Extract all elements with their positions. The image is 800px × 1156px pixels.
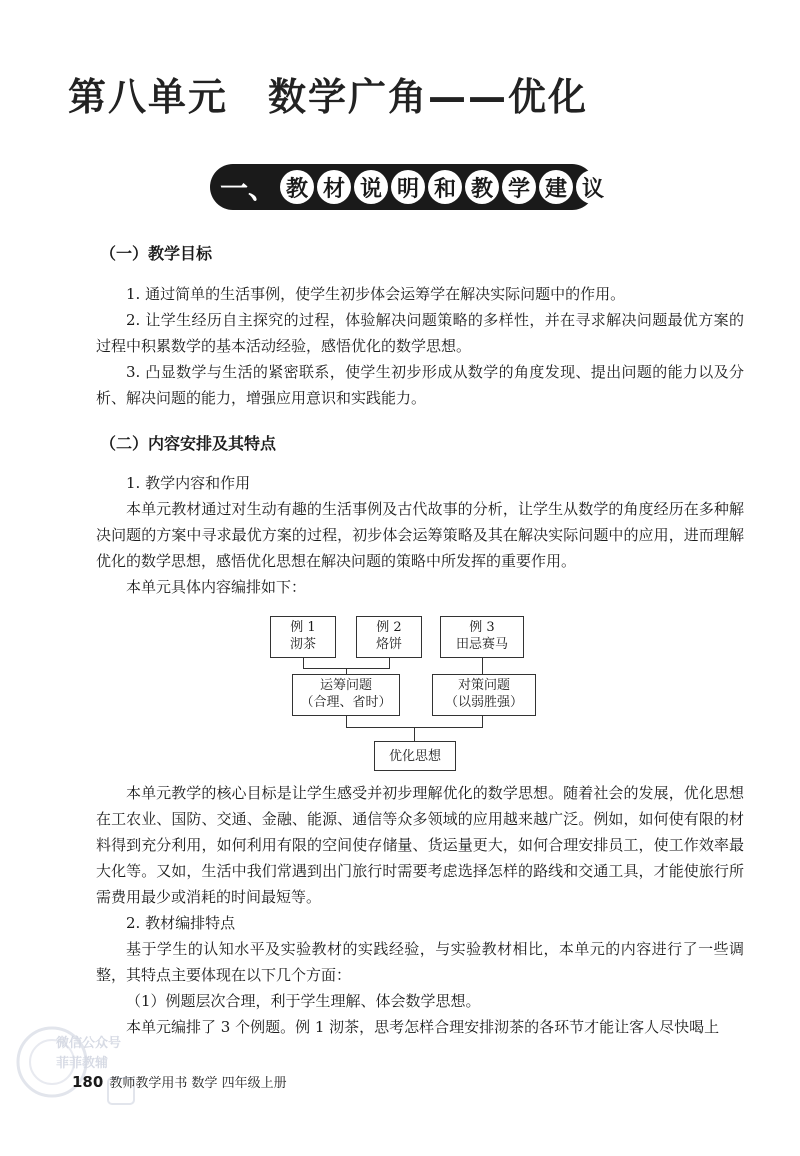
- book-title: 教师教学用书 数学 四年级上册: [109, 1076, 287, 1091]
- paragraph-4: 基于学生的认知水平及实验教材的实践经验，与实验教材相比，本单元的内容进行了一些调整，其特点主要体现在以下几个方面：: [96, 940, 744, 984]
- banner-char: 材: [317, 170, 351, 204]
- paragraph-5: （1）例题层次合理，利于学生理解、体会数学思想。: [126, 992, 481, 1010]
- box-example-3-label: 例 3: [469, 620, 495, 635]
- box-operations-problem: [292, 674, 400, 716]
- box-optimization-idea: [374, 741, 456, 771]
- box-strategy-title: 对策问题: [457, 678, 510, 693]
- banner-chars: [280, 170, 610, 204]
- chapter-unit: 第八单元: [68, 75, 229, 119]
- box-example-2-topic: 烙饼: [375, 637, 402, 652]
- box-strategy-problem: [432, 674, 536, 716]
- banner-char: 学: [502, 170, 536, 204]
- box-example-2: [356, 616, 422, 658]
- connector: [414, 727, 415, 741]
- page-footer: [72, 1072, 287, 1091]
- box-example-1-label: 例 1: [290, 620, 316, 635]
- watermark-line-1: 微信公众号: [56, 1036, 122, 1051]
- objective-1: 1. 通过简单的生活事例，使学生初步体会运筹学在解决实际问题中的作用。: [126, 285, 626, 303]
- paragraph-2: 本单元具体内容编排如下：: [126, 578, 307, 596]
- box-optimization-title: 优化思想: [388, 749, 441, 764]
- watermark-line-2: 菲菲教辅: [56, 1056, 109, 1071]
- box-example-3-topic: 田忌赛马: [455, 637, 508, 652]
- banner-char: 明: [391, 170, 425, 204]
- objective-3: 3. 凸显数学与生活的紧密联系，使学生初步形成从数学的角度发现、提出问题的能力以及分析、解决问题的能力，增强应用意识和实践能力。: [96, 363, 744, 407]
- subheading-1: 1. 教学内容和作用: [126, 474, 251, 492]
- box-example-1-topic: 沏茶: [289, 637, 316, 652]
- watermark: [12, 1022, 142, 1112]
- page-number: 180: [72, 1073, 104, 1091]
- banner-char: 建: [539, 170, 573, 204]
- section-banner: [210, 164, 605, 210]
- paragraph-1: 本单元教材通过对生动有趣的生活事例及古代故事的分析，让学生从数学的角度经历在多种解决问题的方案中寻求最优方案的过程，初步体会运筹策略及其在解决实际问题中的应用，进而理解优化的数学思想，感悟优化思想在解决问题的策略中所发挥的重要作用。: [96, 500, 744, 570]
- box-example-2-label: 例 2: [376, 620, 402, 635]
- content-diagram: [260, 608, 550, 776]
- banner-char: 教: [280, 170, 314, 204]
- banner-lead: 一、: [220, 172, 277, 205]
- paragraph-3: 本单元教学的核心目标是让学生感受并初步理解优化的数学思想。随着社会的发展，优化思想在工农业、国防、交通、金融、能源、通信等众多领域的应用越来越广泛。例如，如何使有限的材料得到充分利用，如何利用有限的空间使存储量、货运量更大，如何合理安排员工，使工作效率最大化等。又如，生活中我们常遇到出门旅行时需要考虑选择怎样的路线和交通工具，才能使旅行所需费用最少或消耗的时间最短等。: [96, 784, 744, 906]
- chapter-topic: 数学广角——优化: [268, 75, 589, 119]
- chapter-title: [68, 66, 588, 121]
- box-example-3: [440, 616, 524, 658]
- section2-heading: （二）内容安排及其特点: [100, 434, 277, 453]
- box-example-1: [270, 616, 336, 658]
- box-operations-title: 运筹问题: [319, 678, 372, 693]
- box-strategy-note: （以弱胜强）: [444, 695, 523, 710]
- box-operations-note: （合理、省时）: [300, 695, 392, 710]
- section1-heading: （一）教学目标: [100, 244, 213, 263]
- banner-char: 议: [576, 170, 610, 204]
- connector: [482, 658, 483, 674]
- banner-char: 和: [428, 170, 462, 204]
- objective-2: 2. 让学生经历自主探究的过程，体验解决问题策略的多样性，并在寻求解决问题最优方案的过程中积累数学的基本活动经验，感悟优化的数学思想。: [96, 311, 744, 355]
- subheading-2: 2. 教材编排特点: [126, 914, 236, 932]
- banner-char: 教: [465, 170, 499, 204]
- paragraph-6: 本单元编排了 3 个例题。例 1 沏茶，思考怎样合理安排沏茶的各环节才能让客人尽快喝上: [126, 1018, 720, 1036]
- banner-char: 说: [354, 170, 388, 204]
